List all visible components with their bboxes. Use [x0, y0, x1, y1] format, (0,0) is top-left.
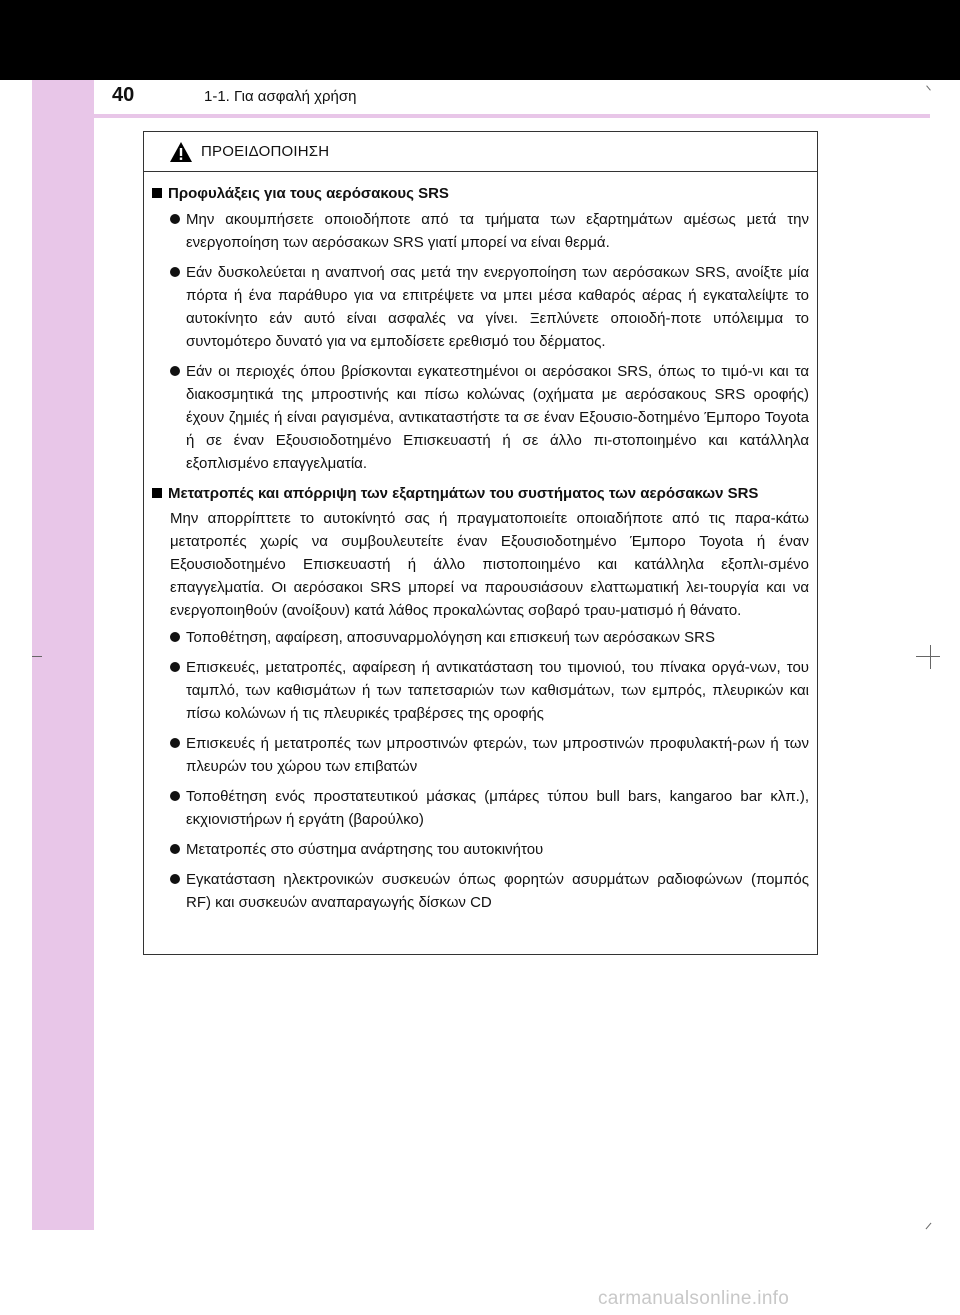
list-item: Τοποθέτηση, αφαίρεση, αποσυναρμολόγηση και επισκευή των αερόσακων SRS: [170, 626, 809, 649]
crop-mark: [926, 85, 931, 90]
crop-mark: [916, 656, 940, 657]
round-bullet-icon: [170, 791, 180, 801]
crop-mark: [930, 645, 931, 669]
warning-label: ΠΡΟΕΙΔΟΠΟΙΗΣΗ: [201, 143, 330, 160]
warning-triangle-icon: [169, 141, 193, 163]
list-item: Μετατροπές στο σύστημα ανάρτησης του αυτοκινήτου: [170, 838, 809, 861]
list-item: Τοποθέτηση ενός προστατευτικού μάσκας (μπάρες τύπου bull bars, kangaroo bar κλπ.), εκχιονιστήρων ή εργάτη (βαρούλκο): [170, 785, 809, 831]
left-color-strip: [32, 80, 94, 1230]
section-heading: Μετατροπές και απόρριψη των εξαρτημάτων του συστήματος των αερόσακων SRS: [152, 482, 809, 505]
round-bullet-icon: [170, 874, 180, 884]
square-bullet-icon: [152, 188, 162, 198]
round-bullet-icon: [170, 267, 180, 277]
round-bullet-icon: [170, 632, 180, 642]
page-number: 40: [112, 84, 135, 106]
warning-body: [144, 172, 817, 914]
round-bullet-icon: [170, 738, 180, 748]
list-item: Εάν δυσκολεύεται η αναπνοή σας μετά την ενεργοποίηση των αερόσακων SRS, ανοίξτε μία πόρτα ή ένα παράθυρο για να επιτρέψετε να μπει μέσα καθαρός αέρας ή εγκαταλείψτε το αυτοκίνητο εάν αυτό είναι ασφαλές να γίνει. Ξεπλύνετε οποιοδή-ποτε υπόλειμμα το συντομότερο δυνατό για να εμποδίσετε ερεθισμό του δέρματος.: [170, 261, 809, 353]
header-rule: [32, 114, 930, 118]
warning-header: [144, 132, 817, 172]
crop-mark: [926, 1223, 932, 1230]
round-bullet-icon: [170, 662, 180, 672]
section-heading: Προφυλάξεις για τους αερόσακους SRS: [152, 182, 809, 205]
top-black-bar: [0, 0, 960, 80]
crop-mark: [32, 656, 42, 657]
list-item: Επισκευές, μετατροπές, αφαίρεση ή αντικατάσταση του τιμονιού, του πίνακα οργά-νων, του ταμπλό, των καθισμάτων ή των ταπετσαριών των καθισμάτων, των εμπρός, πλευρικών και πίσω κολώνων ή τις πλευρικές τραβέρσες της οροφής: [170, 656, 809, 725]
list-item: Εάν οι περιοχές όπου βρίσκονται εγκατεστημένοι οι αερόσακοι SRS, όπως το τιμό-νι και τα διακοσμητικά της μπροστινής και πίσω κολώνας (οχήματα με αερόσακους SRS οροφής) έχουν ζημιές ή είναι ραγισμένα, αντικαταστήστε τα σε έναν Εξουσιο-δοτημένο Έμπορο Toyota ή σε έναν Εξουσιοδοτημένο Επισκευαστή ή σε άλλο πι-στοποιημένο και κατάλληλα εξοπλισμένο επαγγελματία.: [170, 360, 809, 475]
section-paragraph: Μην απορρίπτετε το αυτοκίνητό σας ή πραγματοποιείτε οποιαδήποτε από τις παρα-κάτω μετατροπές χωρίς να συμβουλευτείτε έναν Εξουσιοδοτημένο Έμπορο Toyota ή έναν Εξουσιοδοτημένο Επισκευαστή ή άλλο πιστοποιημένο και κατάλληλα εξοπλι-σμένο επαγγελματία. Οι αερόσακοι SRS μπορεί να παρουσιάσουν ελαττωματική λει-τουργία και να ενεργοποιηθούν (ανοίξουν) κατά λάθος προκαλώντας σοβαρό τραυ-ματισμό ή θάνατο.: [170, 510, 809, 619]
list-item: Εγκατάσταση ηλεκτρονικών συσκευών όπως φορητών ασυρμάτων ραδιοφώνων (πομπός RF) και συσκευών αναπαραγωγής δίσκων CD: [170, 868, 809, 914]
list-item: Μην ακουμπήσετε οποιοδήποτε από τα τμήματα των εξαρτημάτων αμέσως μετά την ενεργοποίηση των αερόσακων SRS γιατί μπορεί να είναι θερμά.: [170, 208, 809, 254]
list-item: Επισκευές ή μετατροπές των μπροστινών φτερών, των μπροστινών προφυλακτή-ρων ή των πλευρών του χώρου των επιβατών: [170, 732, 809, 778]
warning-box: [143, 131, 818, 955]
round-bullet-icon: [170, 844, 180, 854]
section-title: 1-1. Για ασφαλή χρήση: [204, 88, 357, 105]
round-bullet-icon: [170, 366, 180, 376]
square-bullet-icon: [152, 488, 162, 498]
watermark[interactable]: carmanualsonline.info: [598, 1288, 790, 1309]
round-bullet-icon: [170, 214, 180, 224]
